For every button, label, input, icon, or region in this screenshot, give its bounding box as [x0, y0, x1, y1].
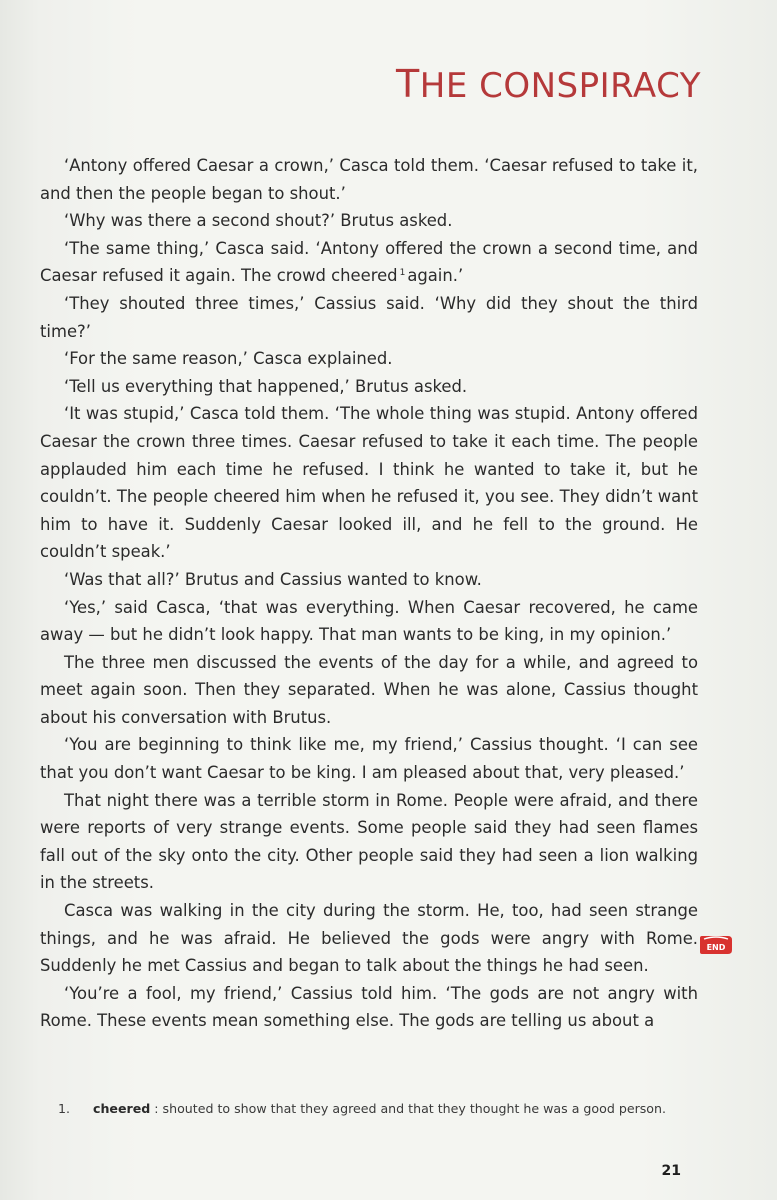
footnote-reference[interactable]: 1 — [399, 268, 406, 279]
paragraph: Casca was walking in the city during the storm. He, too, had seen strange things, and he was afraid. He believed the gods were angry with Rome. Suddenly he met Cassius and began to talk about the things he had seen. — [40, 901, 698, 976]
chapter-title-rest: HE CONSPIRACY — [419, 66, 701, 106]
end-audio-marker-icon — [699, 934, 733, 956]
paragraph: ‘You are beginning to think like me, my friend,’ Cassius thought. ‘I can see that you don’t want Caesar to be king. I am pleased about that, very pleased.’ — [40, 735, 698, 783]
body-text — [40, 152, 698, 1035]
paragraph: The three men discussed the events of the day for a while, and agreed to meet again soon. Then they separated. When he was alone, Cassius thought about his conversation with Brutus. — [40, 652, 698, 727]
paragraph: ‘Antony offered Caesar a crown,’ Casca told them. ‘Caesar refused to take it, and then the people began to shout.’ — [40, 156, 698, 203]
paragraph: ‘Yes,’ said Casca, ‘that was everything. When Caesar recovered, he came away — but he didn’t look happy. That man wants to be king, in my opinion.’ — [40, 597, 698, 645]
paragraph: ‘They shouted three times,’ Cassius said. ‘Why did they shout the third time?’ — [40, 293, 698, 341]
end-badge-label: END — [706, 943, 726, 952]
footnote-term: cheered — [93, 1101, 151, 1116]
footnote-text — [93, 1100, 698, 1117]
paragraph-text: ‘The same thing,’ Casca said. ‘Antony offered the crown a second time, and Caesar refused it again. The crowd cheered — [40, 238, 698, 286]
paragraph: ‘You’re a fool, my friend,’ Cassius told him. ‘The gods are not angry with Rome. These events mean something else. The gods are telling us about a — [40, 983, 698, 1031]
paragraph: ‘Why was there a second shout?’ Brutus asked. — [64, 211, 453, 231]
paragraph: ‘It was stupid,’ Casca told them. ‘The whole thing was stupid. Antony offered Caesar the crown three times. Caesar refused to take it each time. The people applauded him each time he refused. I think he wanted to take it, but he couldn’t. The people cheered him when he refused it, you see. They didn’t want him to have it. Suddenly Caesar looked ill, and he fell to the ground. He couldn’t speak.’ — [40, 404, 698, 562]
paragraph-with-footnote — [40, 235, 698, 290]
paragraph: ‘Tell us everything that happened,’ Brutus asked. — [64, 376, 468, 396]
paragraph: That night there was a terrible storm in Rome. People were afraid, and there were reports of very strange events. Some people said they had seen flames fall out of the sky onto the city. Other people said they had seen a lion walking in the streets. — [40, 790, 698, 893]
paragraph-text-tail: again.’ — [407, 266, 464, 286]
paragraph: ‘Was that all?’ Brutus and Cassius wanted to know. — [64, 569, 482, 589]
footnote-definition: : shouted to show that they agreed and that they thought he was a good person. — [154, 1101, 666, 1116]
chapter-title-initial: T — [396, 62, 420, 106]
page-number: 21 — [661, 1163, 681, 1179]
paragraph: ‘For the same reason,’ Casca explained. — [64, 349, 393, 369]
chapter-title — [396, 62, 701, 106]
footnote-number: 1. — [58, 1101, 71, 1116]
footnote — [58, 1100, 698, 1117]
